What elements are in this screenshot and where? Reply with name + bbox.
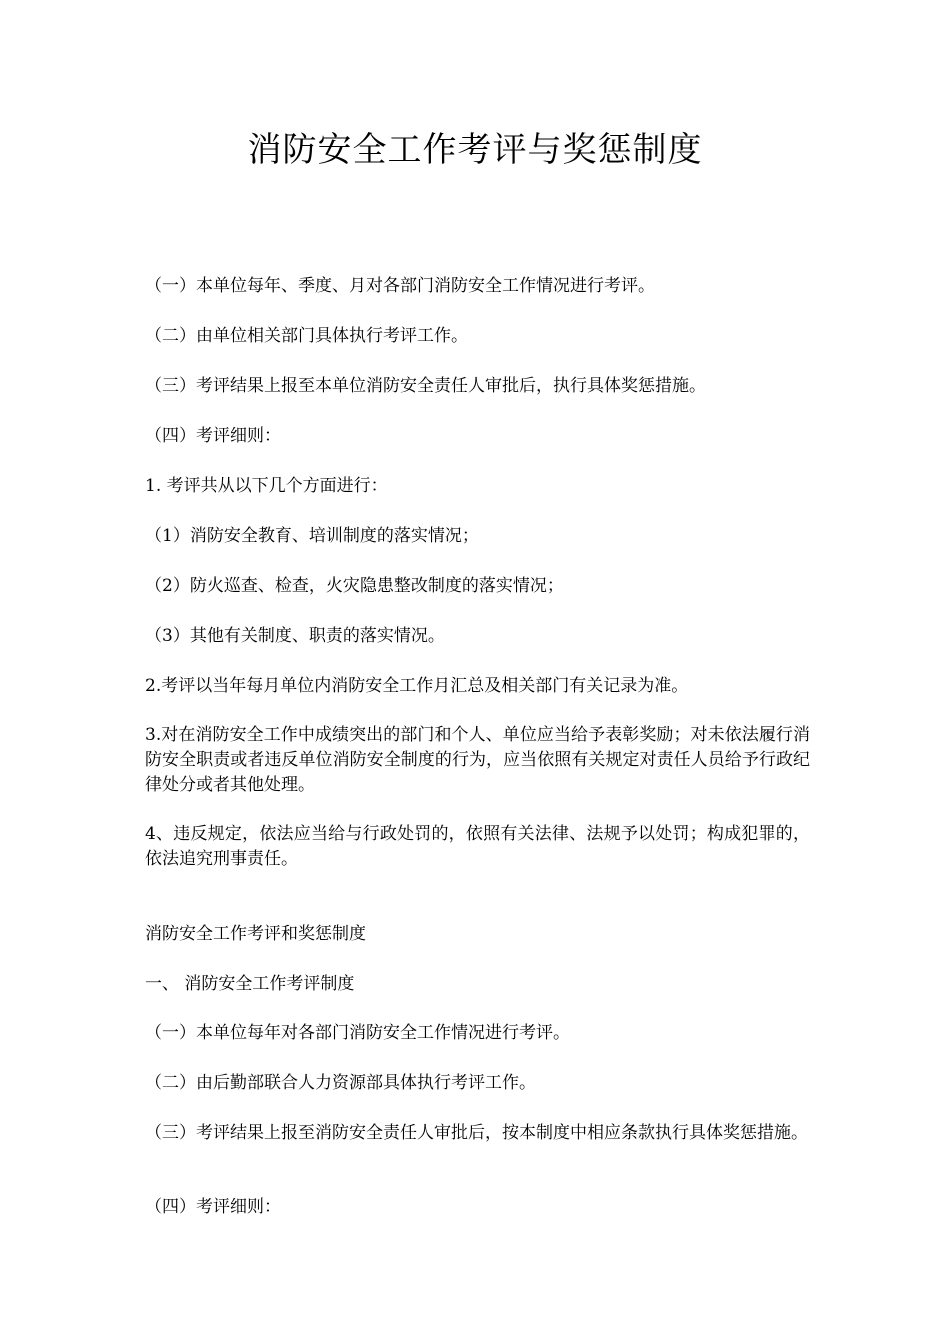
paragraph-2: （二）由单位相关部门具体执行考评工作。	[145, 326, 468, 346]
paragraph-11: 4、违反规定，依法应当给与行政处罚的，依照有关法律、法规予以处罚；构成犯罪的，依法追究刑事责任。	[145, 824, 810, 869]
subsection-heading: 一、 消防安全工作考评制度	[145, 974, 355, 994]
paragraph-14: （三）考评结果上报至消防安全责任人审批后，按本制度中相应条款执行具体奖惩措施。	[145, 1123, 808, 1143]
paragraph-10: 3.对在消防安全工作中成绩突出的部门和个人、单位应当给予表彰奖励；对未依法履行消防安全职责或者违反单位消防安全制度的行为，应当依照有关规定对责任人员给予行政纪律处分或者其他处理。	[145, 725, 810, 795]
paragraph-6: （1）消防安全教育、培训制度的落实情况；	[145, 526, 479, 546]
paragraph-12: （一）本单位每年对各部门消防安全工作情况进行考评。	[145, 1023, 570, 1043]
paragraph-8: （3）其他有关制度、职责的落实情况。	[145, 626, 445, 646]
paragraph-9: 2.考评以当年每月单位内消防安全工作月汇总及相关部门有关记录为准。	[145, 676, 689, 696]
paragraph-15: （四）考评细则：	[145, 1197, 281, 1217]
paragraph-7: （2）防火巡查、检查，火灾隐患整改制度的落实情况；	[145, 576, 564, 596]
paragraph-1: （一）本单位每年、季度、月对各部门消防安全工作情况进行考评。	[145, 276, 655, 296]
document-title: 消防安全工作考评与奖惩制度	[247, 130, 703, 170]
paragraph-13: （二）由后勤部联合人力资源部具体执行考评工作。	[145, 1073, 536, 1093]
paragraph-4: （四）考评细则：	[145, 426, 281, 446]
paragraph-5: 1. 考评共从以下几个方面进行：	[145, 476, 388, 496]
section-heading: 消防安全工作考评和奖惩制度	[145, 924, 366, 944]
paragraph-3: （三）考评结果上报至本单位消防安全责任人审批后，执行具体奖惩措施。	[145, 376, 706, 396]
